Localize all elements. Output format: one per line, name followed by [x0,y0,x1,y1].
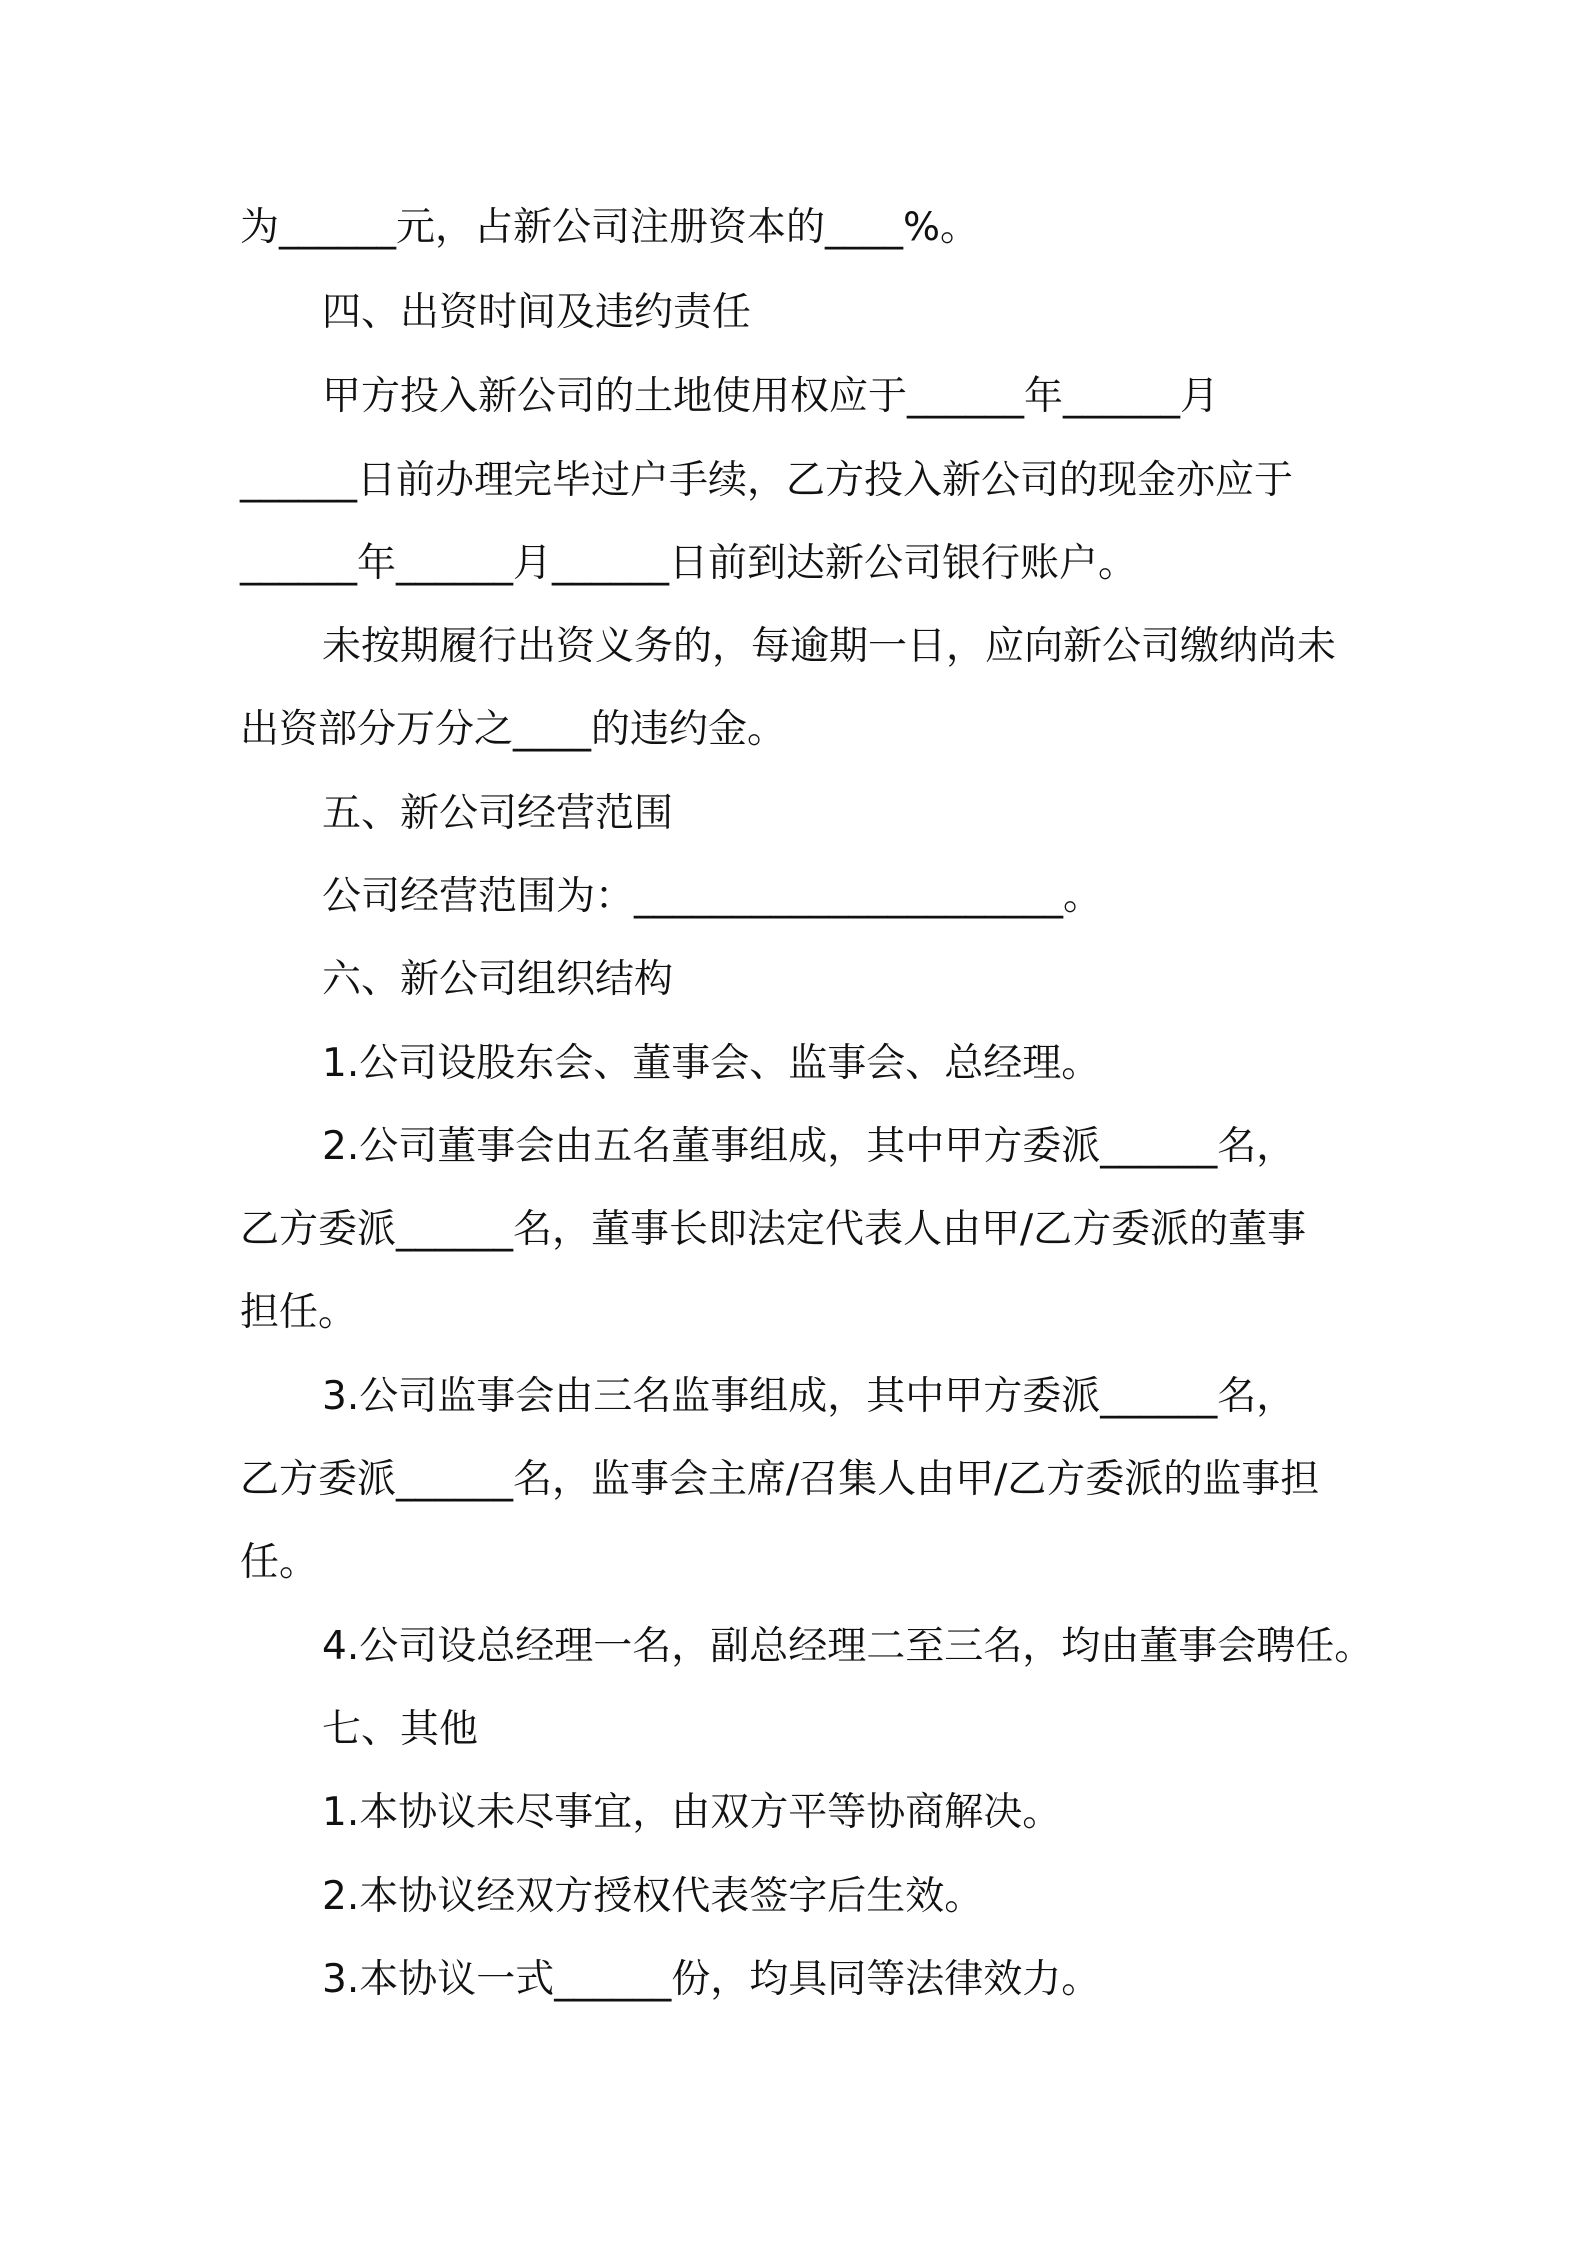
other-item-2: 2.本协议经双方授权代表签字后生效。 [322,1874,984,1919]
other-item-1: 1.本协议未尽事宜，由双方平等协商解决。 [322,1790,1062,1835]
organization-item-3-end: 任。 [240,1540,319,1585]
breach-penalty-line: 未按期履行出资义务的，每逾期一日，应向新公司缴纳尚未 [322,624,1337,669]
cash-arrival-deadline-line: ______年______月______日前到达新公司银行账户。 [240,541,1138,586]
organization-item-2: 2.公司董事会由五名董事组成，其中甲方委派______名， [322,1124,1296,1169]
land-transfer-cash-line: ______日前办理完毕过户手续，乙方投入新公司的现金亦应于 [240,458,1294,503]
organization-item-2-continued: 乙方委派______名，董事长即法定代表人由甲/乙方委派的董事 [240,1207,1307,1252]
land-use-right-deadline-line: 甲方投入新公司的土地使用权应于______年______月 [322,374,1220,419]
organization-item-3-continued: 乙方委派______名，监事会主席/召集人由甲/乙方委派的监事担 [240,1457,1320,1502]
organization-item-3: 3.公司监事会由三名监事组成，其中甲方委派______名， [322,1374,1296,1419]
other-item-3: 3.本协议一式______份，均具同等法律效力。 [322,1957,1101,2002]
section-heading-other: 七、其他 [322,1707,479,1752]
organization-item-2-end: 担任。 [240,1290,358,1335]
breach-penalty-rate-line: 出资部分万分之____的违约金。 [240,707,787,752]
organization-item-1: 1.公司设股东会、董事会、监事会、总经理。 [322,1041,1101,1086]
contribution-amount-line: 为______元，占新公司注册资本的____%。 [240,205,980,250]
section-heading-business-scope: 五、新公司经营范围 [322,791,674,836]
organization-item-4: 4.公司设总经理一名，副总经理二至三名，均由董事会聘任。 [322,1624,1374,1669]
section-heading-contribution-time: 四、出资时间及违约责任 [322,290,752,335]
section-heading-organization: 六、新公司组织结构 [322,957,674,1002]
business-scope-line: 公司经营范围为：______________________。 [322,874,1103,919]
